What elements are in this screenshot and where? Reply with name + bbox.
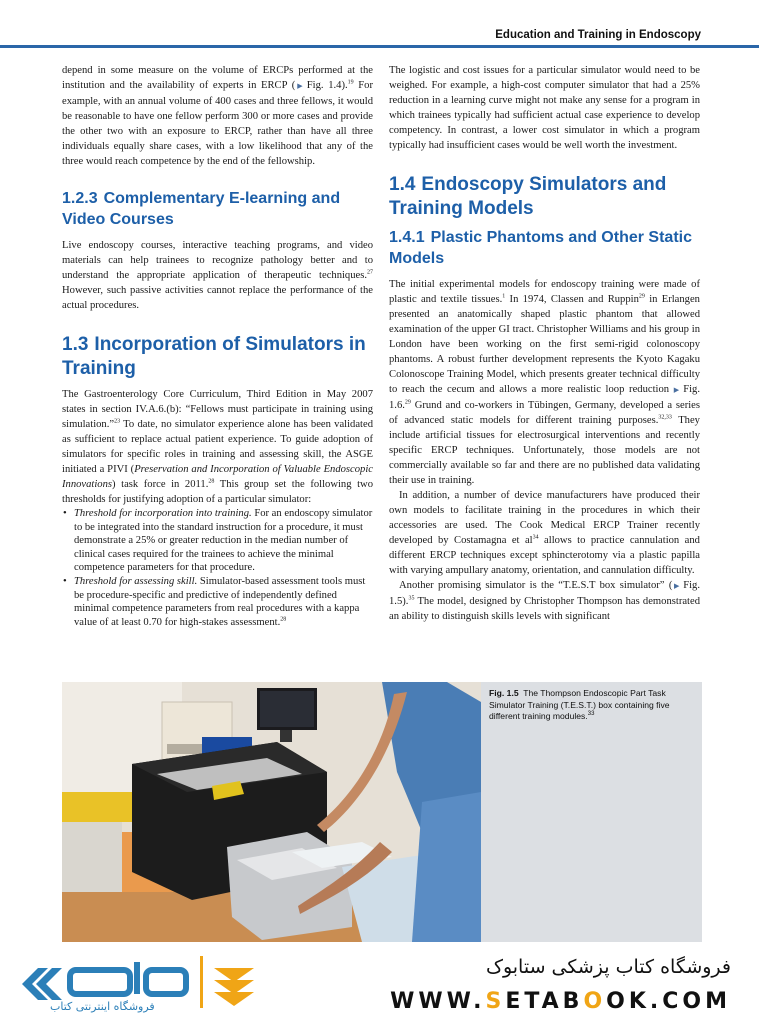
paragraph: The initial experimental models for endoscopy training were made of plastic and textile tissues.$^1$ In 1974, Classen and Ruppin$^{29}$ in Erlangen presented an anatomically shaped plastic phantom that allowed examination of the upper GI tract. Christopher Williams and his group in London have been working on the first semi-rigid colonoscopy phantoms. A robust further development represents the Kyoto Kagaku Colonoscope Training Model, which presents greater technical difficulty to reach the cecum and allows a more realistic loop reduction ▶ Fig. 1.6.29 Grund and co-workers in Tübingen, Germany, developed a series of advanced static models for different training purposes.$^{32,33}$ They include artificial tissues for electrosurgical interventions and recently specific ERCP techniques. Unfortunately, those models are not commercially available so far and there are no published data validating their use in training.: [389, 279, 700, 486]
running-title: Education and Training in Endoscopy: [495, 29, 701, 41]
figure-link[interactable]: Fig. 1.6: [389, 384, 700, 411]
figure-link[interactable]: Fig. 1.4: [306, 80, 342, 91]
left-column: [62, 63, 373, 629]
section-heading-1-2-3: 1.2.3 Complementary E-learning and Video Courses: [62, 190, 341, 228]
simulator-photo-drawing: [62, 682, 481, 942]
figure-link[interactable]: Fig. 1.5: [389, 580, 700, 607]
store-name: فروشگاه کتاب پزشکی ستابوک: [485, 956, 731, 978]
paragraph: The logistic and cost issues for a particular simulator would need to be weighed. For example, a high-cost computer simulator that had a 25% reduction in a learning curve might not make any sense for a program in which trainees typically had sufficient actual case experience to develop competency. In contrast, a lower cost simulator in which a program typically had insufficient cases would be well worth the investment.: [389, 65, 700, 151]
header-rule: [0, 45, 759, 48]
right-column: [389, 63, 700, 624]
simulator-photo: [62, 682, 481, 942]
store-url[interactable]: WWW.SETABOOK.COM: [390, 989, 731, 1014]
section-heading-1-4: 1.4 Endoscopy Simulators and Training Models: [389, 174, 667, 219]
paragraph: Live endoscopy courses, interactive teaching programs, and video materials can help trainees to recognize pathology better and to understand the appropriate application of therapeutic techniques.$^{27}$ However, such passive activities cannot replace the performance of the actual procedures.: [62, 240, 373, 311]
list-item: • Threshold for incorporation into training. For an endoscopy simulator to be integrated into the standard instruction for a procedure, it must demonstrate a 25% or greater reduction in the median number of clinical cases required for the trainees to achieve the minimal competence parameters for that procedure.: [74, 507, 373, 575]
list-item: • Threshold for assessing skill. Simulator-based assessment tools must be procedure-specific and predictive of independently defined minimal competence parameters from real procedures with a kappa value of at least 0.70 for high-stakes assessment.$^{28}$: [74, 575, 373, 629]
section-heading-1-3: 1.3 Incorporation of Simulators in Training: [62, 334, 366, 379]
figure-caption: Fig. 1.5 The Thompson Endoscopic Part Task Simulator Training (T.E.S.T.) box containing five different training modules.$^{33}$: [489, 688, 670, 721]
paragraph: depend in some measure on the volume of ERCPs performed at the institution and the availability of experts in ERCP (▶ Fig. 1.4).$^{19}$ For example, with an annual volume of 400 cases and three fellows, it would be reasonable to have one fellow perform 300 or more cases and provide the other two with an exposure to ERCP, rather than have all three individuals equally share cases, with a low likelihood that any of the three would reach competence by the end of the fellowship.: [62, 65, 373, 167]
paragraph: Another promising simulator is the “T.E.S.T box simulator” (▶ Fig. 1.5).$^{35}$ The model, designed by Christopher Thompson has demonstrated an ability to distinguish skills levels with significant: [389, 580, 700, 622]
threshold-list: [62, 507, 373, 629]
logo-subtitle: فروشگاه اینترنتی کتاب: [50, 1000, 155, 1013]
section-heading-1-4-1: 1.4.1 Plastic Phantoms and Other Static Models: [389, 229, 692, 267]
paragraph: In addition, a number of device manufacturers have produced their own models to facilitate training in the procedures in which their accessories are used. The Cook Medical ERCP Trainer recently developed by Costamagna et $al^{34}$ allows to practice cannulation and different ERCP techniques except sphincterotomy via a plastic papilla with varying ampullary anatomy, orientation, and cannulation difficulty.: [389, 490, 700, 576]
footer-watermark: [0, 942, 759, 1023]
paragraph: The Gastroenterology Core Curriculum, Third Edition in May 2007 states in section IV.A.6.(b): “Fellows must participate in training using simulation.”$^{23}$ To date, no simulator experience alone has been validated as sufficient to replace actual patient experience. To guide adoption of simulators for specific roles in training and assessing skill, the ASGE initiated a PIVI (Preservation and Incorporation of Valuable Endoscopic Innovations) task force in 2011.28 This group set the following two thresholds for justifying adoption of a particular simulator:: [62, 389, 373, 505]
figure-1-5: [62, 682, 702, 942]
